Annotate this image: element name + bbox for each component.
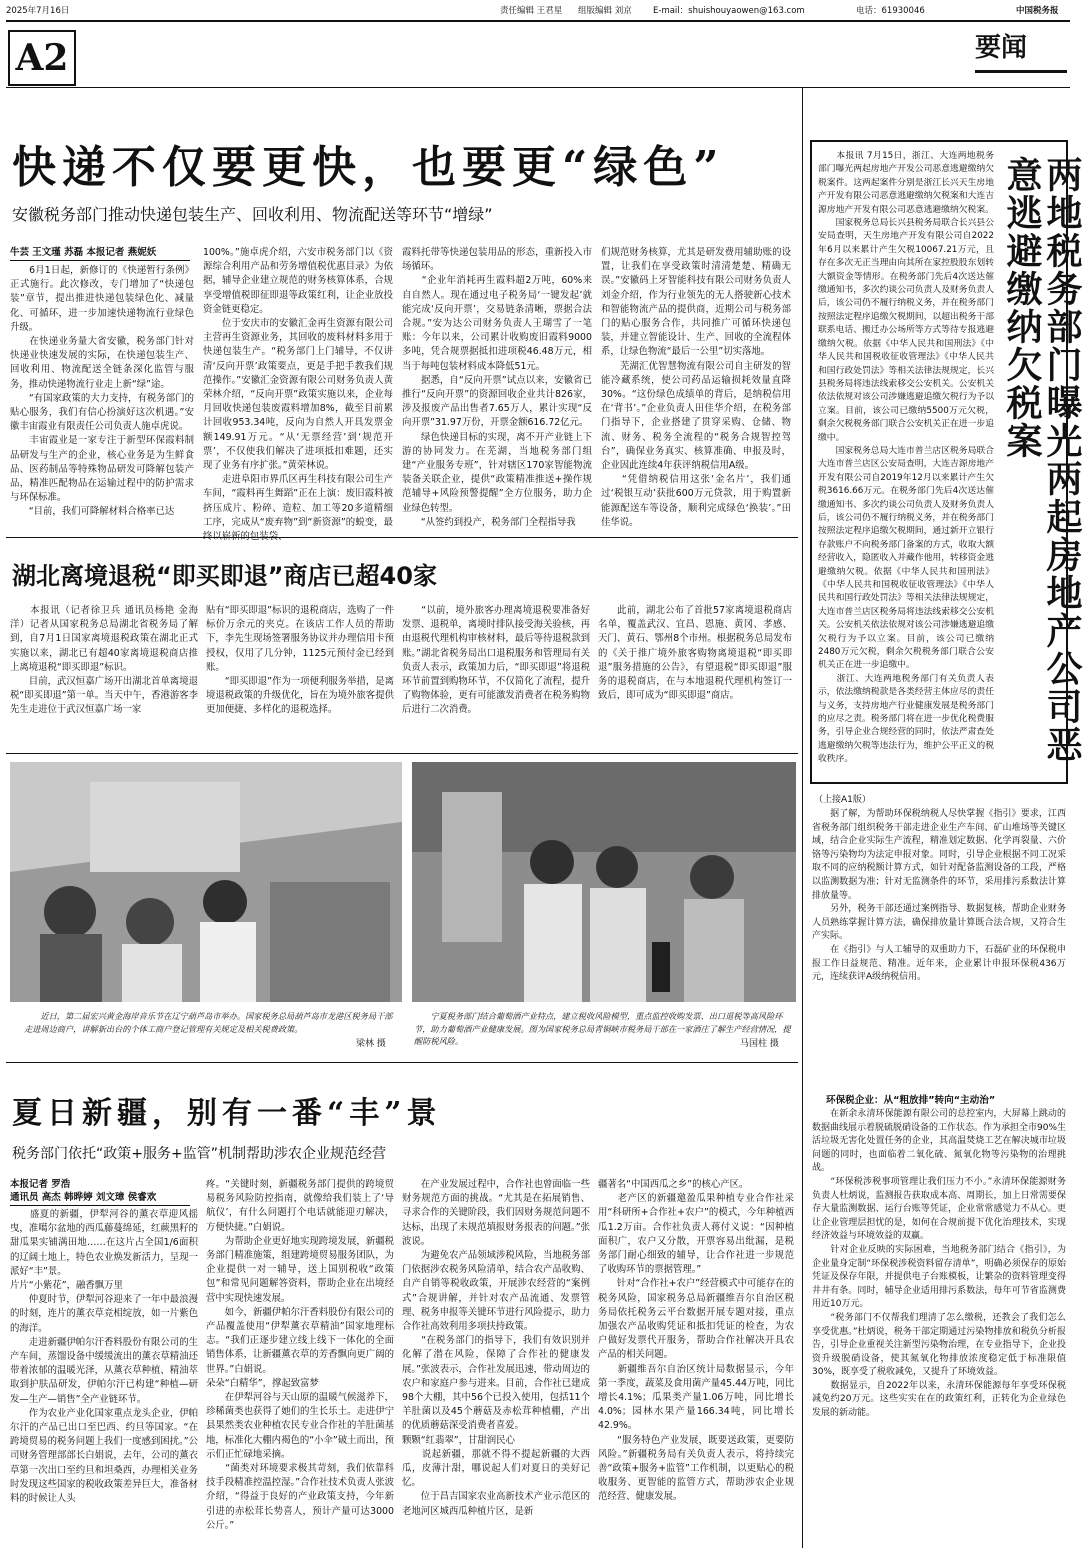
article1-title: 快递不仅要更快，也要更“绿色” (12, 142, 725, 193)
article2-column-2: 贴有“即买即退”标识的退税商店，选购了一件标价万余元的夹克。在该店工作人员的帮助下，李先生现场签署服务协议并办理信用卡预授权，仅用了几分钟，1125元预付金已经到账。 “即买即退”作为一项便利服务举措，是离境退税政策的升级优化，旨在为境外旅客提供更加便捷、多样化的退税选择。 (206, 605, 394, 716)
photo-left-credit: 梁林 摄 (356, 1039, 386, 1049)
article1-byline: 牛芸 王文瑾 苏磊 本报记者 燕妮妖 (10, 247, 157, 258)
photo-left-caption: 近日，第二届宏兴黄金海岸音乐节在辽宁葫芦岛市举办。国家税务总局葫芦岛市龙港区税务局干部走进周边商户，讲解新出台的个体工商户登记管理有关规定及相关税费政策。 (24, 1011, 393, 1034)
photo-right (412, 762, 796, 1002)
article3-byline-rule (10, 1205, 190, 1206)
issue-date: 2025年7月16日 (6, 6, 70, 16)
contact-email: E-mail：shuishouyaowen@163.com (653, 6, 805, 16)
section-name: 要闻 (975, 33, 1028, 63)
masthead-bottom-rule (6, 87, 1070, 88)
masthead-bar (6, 4, 1070, 18)
article3-column-1: 盛夏的新疆，伊犁河谷的薰衣草迎风摇曳，准噶尔盆地的西瓜藤蔓绵延，红蕨黑籽的甜瓜果实铺满田地……在这片占全国1/6面积的辽阔土地上，特色农业焕发新活力，呈现一派好“丰”景。 片片“小紫花”，融香飘万里 仲夏时节，伊犁河谷迎来了一年中最浪漫的时刻，连片的薰衣草竞相绽放，如一片紫色的海洋。 走进新疆伊帕尔汗香料股份有限公司的生产车间，蒸馏设备中缓缓流出的薰衣草精油还带着浓郁的温暖光泽，从薰衣草种植、精油萃取到护肤品研发，伊帕尔汗已构建“种植—研发—生产—销售”全产业链环节。 作为农业产业化国家重点龙头企业，伊帕尔汗的产品已出口至巴西、约旦等国家。“在跨境贸易的税务问题上我们一度感到困扰。”公司财务管理部部长白娟说，去年，公司的薰衣草第一次出口至约旦和坦桑西，办理相关业务时发现这些国家的税收政策差异巨大，准备材料的时候让人头 (10, 1209, 198, 1505)
photo-right-image (412, 762, 796, 1002)
article1-byline-rule (10, 260, 190, 261)
article1-bottom-rule (6, 537, 798, 538)
top-rule (6, 20, 1070, 22)
article3-column-3: 在产业发展过程中，合作社也曾面临一些财务规范方面的挑战。“尤其是在拓展销售、寻求合作的关键阶段，我们因财务规范问题不达标，出现了未规范填报财务报表的问题。”张波说。 为避免农产品领域涉税风险，当地税务部门依据涉农税务风险清单，结合农产品收购、自产自销等税收政策，开展涉农经营的“案例式”合规讲解，并针对农产品流通、发票管理、税务申报等关键环节进行风险提示，助力合作社高效利用多项扶持政策。 “在税务部门的指导下，我们有效识别并化解了潜在风险，保障了合作社的健康发展。”张波表示，合作社发展迅速，带动周边的农户和家庭户参与进来。目前，合作社已建成98个大棚，其中56个已投入使用，包括11个羊肚菌以及45个蘑菇及赤松茸种植棚，产出的优质蘑菇深受消费者喜爱。 颗颗“红翡翠”，甘甜润民心 说起新疆，那就不得不提起新疆的大西瓜，皮薄汁甜，哪说起人们对夏日的美好记忆。 位于昌吉国家农业高新技术产业示范区的老地河区城西瓜种植片区，是新 (402, 1179, 590, 1517)
continued-from-a1: （上接A1版） (814, 795, 871, 805)
editor-credit: 责任编辑 王君星 (500, 6, 563, 16)
article2-column-4: 此前，湖北公布了首批57家离境退税商店名单，覆盖武汉、宜昌、恩施、黄冈、孝感、天门、黄石、鄂州8个市州。根据税务总局发布的《关于推广境外旅客购物离境退税“即买即退”服务措施的公告》，有望退税“即买即退”服务的退税商店，在与本地退税代理机构签订一致后，即可成为“即买即退”商店。 (598, 605, 792, 702)
page-number: A2 (8, 30, 76, 86)
article3-column-2: 疼。“关键时刻，新疆税务部门提供的跨境贸易税务风险防控指南，就像给我们装上了‘导航仪’，有什么问题打个电话就能迎刃解决，方便快捷。”白娟说。 为帮助企业更好地实现跨境发展，新疆税务部门精准施策，组建跨境贸易服务团队，为企业提供一对一辅导，送上国别税收“政策包”和常见问题解答资料，帮助企业在出境经营中实现快速发展。 如今，新疆伊帕尔汗香料股份有限公司的产品覆盖使用“伊犁薰衣草精油”国家地理标志。“我们正逐步建立线上线下一体化的全面销售体系，让新疆薰衣草的芳香飘向更广阔的世界。”白娟说。 朵朵“白精华”，撑起致富梦 在伊犁河谷与天山原的温暖气候滋养下，珍稀菌类也获得了她们的生长乐土。走进伊宁县果然类农业种植农民专业合作社的羊肚菌基地，标准化大棚内褐色的“小伞”破土而出，预示们正忙碌地采摘。 “菌类对环境要求极其苛刻，我们依靠科技手段精准控温控湿。”合作社技术负责人张波介绍，“得益于良好的产业政策支持，今年新引进的赤松茸长势喜人，预计产量可达3000公斤。” (206, 1179, 394, 1531)
right-column-divider (802, 88, 803, 1548)
article1-column-2: 100%。”施卓虎介绍，六安市税务部门以《资源综合利用产品和劳务增值税优惠目录》为依据，辅导企业建立规范的财务核算体系，合规享受增值税即征即退等政策红利，让企业放投资金链更稳定。 位于安庆市的安徽汇金再生资源有限公司主营再生资源业务，其回收的废料材料多用于快递包装生产。“税务部门上门辅导，不仅讲清‘反向开票’政策要点，更是手把手教我们规范操作。”安徽汇金资源有限公司财务负责人黄荣林介绍，“反向开票”政策实施以来，企业每月回收快递包装废霞料增加8%，截至目前累计回收953.34吨，反向为自然人开具发票金额149.91万元。“从‘无票经营’到‘规范开票’，不仅使我们解决了进项抵扣难题，还实现了业务有序扩张。”黄荣林说。 走进阜阳市界爪区再生科技有限公司生产车间，“霞料再生舞蹈”正在上演：废旧霞料被挤压成片、粉碎、造粒、加工等20多道精细工序，完成从“废弃物”到“新资源”的蜕变，最 (203, 247, 393, 528)
photos-bottom-rule (6, 1062, 798, 1063)
photo-right-caption: 宁夏税务部门结合葡萄酒产业特点，建立税收风险模型，重点监控收购发票、出口退税等高风险环节，助力葡萄酒产业健康发展。图为国家税务总局青铜峡市税务局干部在一家酒庄了解生产经营情况，提醒防税风险。 (414, 1011, 791, 1046)
photo-left-image (10, 762, 402, 1002)
article3-subtitle: 税务部门依托“政策+服务+监管”机制帮助涉农企业规范经营 (12, 1146, 386, 1162)
photo-right-credit: 马国柱 摄 (740, 1039, 779, 1049)
continued-subhead: 环保税企业：从“粗放排”转向“主动治” (826, 1095, 996, 1106)
article3-column-4: 疆著名“中国西瓜之乡”的核心产区。 老产区的新疆邀盈瓜果种植专业合作社采用“科研所+合作社+农户”的模式，今年种植西瓜1.2万亩。合作社负责人蒋付义说：“因种植面积广，农户又分散，开票容易出纰漏，是税务部门耐心细致的辅导，让合作社进一步规范了收购环节的票据管理。” 针对“合作社+农户”经营模式中可能存在的税务风险，国家税务总局新疆维吾尔自治区税务局依托税务云平台数据开展专题对接，重点加强农产品收购凭证和抵扣凭证的检查，为农户做好发票代开服务，帮助合作社解决开具农产品的相关问题。 新疆维吾尔自治区统计局数据显示，今年第一季度，蔬菜及食用菌产量45.44万吨，同比增长4.1%；瓜果类产量1.06万吨，同比增长4.0%；园林水果产量166.34吨，同比增长42.9%。 “服务特色产业发展，既要送政策，更要防风险。”新疆税务局有关负责人表示，将持续完善“政策+服务+监管”工作机制，以更贴心的税收服务、更智能的监管方式，帮助涉农企业规范经营、健康发展。 (598, 1179, 794, 1503)
article2-title: 湖北离境退税“即买即退”商店已超40家 (12, 562, 437, 590)
article1-subtitle: 安徽税务部门推动快递包装生产、回收利用、物流配送等环节“增绿” (12, 205, 493, 224)
article4-title: 两地税务部门曝光两起房地产公司恶意逃避缴纳欠税案 (1001, 156, 1083, 764)
article2-bottom-rule (6, 753, 798, 754)
continued-body-1: 据了解，为帮助环保税纳税人尽快掌握《指引》要求，江西省税务部门组织税务干部走进企业生产车间、矿山堆场等关键区域，结合企业实际生产流程，精准划定数据、化学再裂量、六价铬等污染物均为法定申报对象。同时，引导企业根据不同工况采取不同的应纳税额计算方式，如针对配备监测设备的工段，严格以监测数据为准；针对无监测条件的环节，采用排污系数法计算排放量等。 另外，税务干部还通过案例指导、数据复核，帮助企业财务人员熟练掌握计算方法，确保排放量计算既合法合规，又符合生产实际。 在《指引》与人工辅导的双重助力下，石磊矿业的环保税申报工作日益规范、精准。近年来，企业累计申报环保税436万元，连续获评A级纳税信用。 (812, 809, 1066, 983)
article1-column-4: 们规范财务核算，尤其是研发费用辅助账的设置，让我们在享受政策时清清楚楚、精确无误。”安徽码上牙智能科技有限公司财务负责人刘金介绍，作为行业领先的无人搭驶新心技术和智能物流产品的提供商，近期公司与税务部门的贴心服务合作，共同推广可循环快递包装，并建立智能设计、生产、回收的全流程体系，让绿色物流“最后一公里”切实落地。 芜湖汇优智慧物流有限公司自主研发的智能冷藏系统，使公司药品运输损耗效量直降30%。“这份绿色成绩单的背后，是纳税信用在‘背书’。”企业负责人田佳华介绍，在税务部门指导下，企业搭建了贯穿采购、仓储、物流、财务、税务全流程的“税务合规智控驾台”，确保业务真实、核算准确、申报及时，企业因此连续4年获评纳税信用A级。 “凭借纳税信用这张‘金名片’，我们通过‘税银互动’获批600万元贷款，用于购置新能源配送车等设备，顺利完成绿色‘换装’。”田佳华说。 (601, 247, 791, 528)
contact-phone: 电话：61930046 (856, 6, 925, 16)
article3-byline-correspondents: 通讯员 高杰 韩晔婷 刘文璋 侯睿欢 (10, 1192, 157, 1203)
layout-credit: 组版编辑 刘京 (578, 6, 632, 16)
paper-name: 中国税务报 (1016, 6, 1059, 16)
article2-column-3: “以前，境外旅客办理离境退税要准备好发票、退税单，离境时排队接受海关验核，再由退税代理机构审核材料，最后等待退税款到账。”湖北省税务局出口退税服务和管理局有关负责人表示，政策加力后，“即买即退”将退税环节前置到购物环节，不仅简化了流程，提升了购物体验，更有可能激发消费者在税务购物后进行二次消费。 (402, 605, 590, 716)
article1-column-3: 霞料托带等快递包装用品的形态，重新投入市场循环。 “企业年消耗再生霞料超2万吨，60%来自自然人。现在通过电子税务局‘一键发起’就能完成‘反向开票’，交易链条清晰，票据合法合规。”安为达公司财务负责人王瑚雪了一笔账：今年以来，公司累计收购废旧霞料9000多吨，凭合规票据抵扣进项税46.48万元，相当于每吨包装材料成本降低51元。 据悉，自“反向开票”试点以来，安徽省已推行“反向开票”的资源回收企业共计826家，涉及报废产品出售者7.65万人，累计实现“反向开票”31.97万份，开票金额616.72亿元。 绿色快递目标的实现，离不开产业链上下游的协同发力。在芜湖，当地税务部门组建“产业服务专班”，针对辖区170家智能物流装备关联企业，提供“政策精准推送+操作规范辅导+风险预警提醒”全方位服务，助力企业绿色转型。 “从签约到投产，税务部门全程指导我 (402, 247, 592, 528)
photo-left (10, 762, 402, 1002)
article1-column-1: 6月1日起，新修订的《快递暂行条例》正式施行。此次修改，专门增加了“快递包装”章节，提出推进快递包装绿色化、减量化、可循环，进一步加速快递物流行业绿色升级。 在快递业务量大省安徽，税务部门针对快递业快速发展的实际，在快递包装生产、回收利用、物流配送全链条深化监管与服务，推动快递物流行业走上新“绿”途。 “有国家政策的大力支持，有税务部门的贴心服务，我们有信心扮演好这次机遇。”安徽丰宙霞业有限责任公司负责人施卓虎说。 丰宙霞业是一家专注于新型环保霞料制品研发与生产的企业，核心业务是为生鲜食品、医药制品等特殊物品研发可降解包装产品，精准匹配物品在运输过程中的防护需求与环保标准。 “目前，我们可降解材料合格率已达 (10, 265, 194, 518)
article4-body: 本报讯 7月15日，浙江、大连两地税务部门曝光两起房地产开发公司恶意逃避缴纳欠税案件。这两起案件分别是浙江长兴天生房地产开发有限公司恶意逃避缴纳欠税案和大连吉源房地产开发有限公司恶意逃避缴纳欠税案。 国家税务总局长兴县税务局联合长兴县公安局查明，天生房地产开发有限公司自2022年6月以来累计产生欠税10067.21万元，且存在多次无正当理由向其所在家控股股东划转大额资金等情形。在税务部门先后4次送达催缴通知书，多次约谈公司负责人及财务负责人后，该公司仍不履行纳税义务，并在税务部门按照法定程序追缴欠税期间，以超出税务干部联系电话、搬迁办公场所等方式等待专报逃避缴纳欠税。依据《中华人民共和国刑法》《中华人民共和国税收征收管理法》《中华人民共和国行政处罚法》等相关法律法规规定，长兴县税务局将违法线索移交公安机关。公安机关依法依规对该公司涉嫌逃避追缴欠税行为予以立案。目前，该公司已缴纳5500万元欠税，剩余欠税税务部门联合公安机关正在进一步追缴中。 国家税务总局大连市普兰店区税务局联合大连市普兰店区公安局查明，大连吉源房地产开发有限公司自2019年12月以来累计产生欠税3616.66万元。在税务部门先后4次送达催缴通知书、多次约谈公司负责人及财务负责人后，该公司仍不履行纳税义务，并在税务部门按照法定程序追缴欠税期间，通过新开立银行存款账户不向税务部门备案的方式，收取大额经营收入，隐匿收入并藏作他用，转移资金逃避缴纳欠税。依据《中华人民共和国刑法》《中华人民共和国税收征收管理法》《中华人民共和国行政处罚法》等相关法律法规规定，大连市普兰店区税务局将违法线索移交公安机关。公安机关依法依规对该公司涉嫌逃避追缴欠税行为予以立案。目前，该公司已缴纳2480万元欠税，剩余欠税税务部门联合公安机关正在进一步追缴中。 浙江、大连两地税务部门有关负责人表示，依法缴纳税款是各类经营主体应尽的责任与义务，支持房地产行业健康发展是税务部门的应尽之责。税务部门将在进一步优化税费服务，引导企业合规经营的同时，依法严肃查处逃避缴纳欠税等违法行为，维护公平正义的税收秩序。 (818, 151, 994, 765)
article3-byline-reporter: 本报记者 罗浩 (10, 1179, 71, 1190)
continued-body-2: 在新余永清环保能源有限公司的总控室内，大屏幕上跳动的数据曲线展示着脱硫脱硝设备的工作状态。作为承担全市90%生活垃圾无害化处置任务的企业，其高温焚烧工艺在解决城市垃圾问题的同时，也面临着二氧化硫、氮氧化物等污染物的治理挑战。 “环保税涉税事项管理让我们压力不小。”永清环保能源财务负责人杜炳说，监测报告获取成本高、周期长，加上日常需要保存大量监测数据、运行台账等凭证，企业常常感觉力不从心。更让企业管理层担忧的是，如何在合规前提下优化治理技术，实现经济效益与环境效益的双赢。 针对企业反映的实际困难，当地税务部门结合《指引》，为企业量身定制“环保税涉税资料留存清单”，明确必须保存的原始凭证及保存年限，并提供电子台账模板，让繁杂的资料管理变得井井有条。同时，辅导企业适用排污系数法，每年可节省监测费用近10万元。 “税务部门不仅帮我们理清了怎么缴税，还教会了我们怎么享受优惠。”杜炳说，税务干部定期通过污染物排放和税负分析报告，引导企业重视关注新型污染物治理，在专业指导下，企业投资升级脱硝设备，使其氮氧化物排放浓度稳定低于标准限值30%，既享受了税收减免，又提升了环境效益。 数据显示，自2022年以来，永清环保能源每年享受环保税减免约20万元。这些实实在在的政策红利，正转化为企业绿色发展的新动能。 (812, 1109, 1067, 1419)
section-underline (975, 70, 1067, 73)
article3-title: 夏日新疆，别有一番“丰”景 (12, 1096, 442, 1131)
article2-column-1: 本报讯（记者徐卫兵 通讯员杨艳 金海洋）记者从国家税务总局湖北省税务局了解到，自7月1日国家离境退税政策在湖北正式实施以来，湖北已有超40家离境退税商店推上离境退税“即买即退”标识。 目前，武汉恒嘉广场开出湖北首单离境退税“即买即退”第一单。当天中午，香港游客李先生走进位于武汉恒嘉广场一家 (10, 605, 198, 716)
